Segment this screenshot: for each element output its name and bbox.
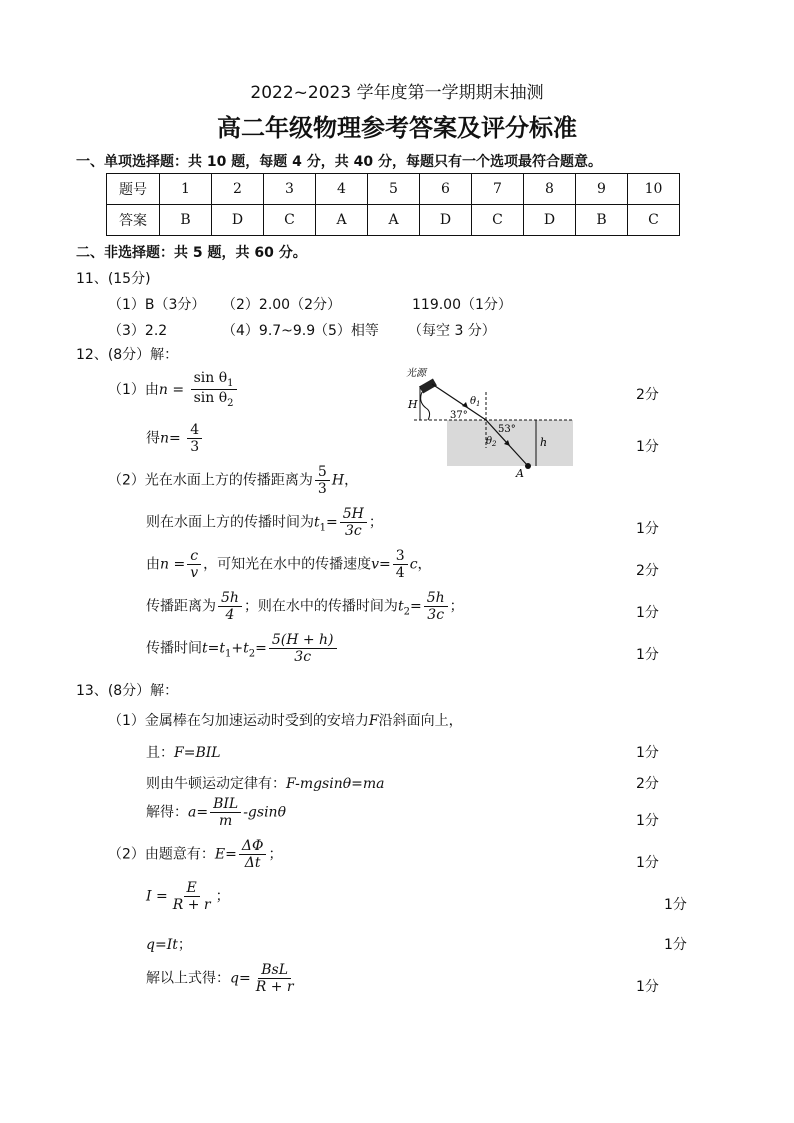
question-number: 8: [524, 174, 576, 205]
q12-step-2: 得n= $\frac{4}{3}$: [146, 422, 204, 455]
q11-answer-4: （4）9.7~9.9: [222, 323, 316, 339]
table-row-questions: [107, 174, 680, 205]
q12-step-6: 传播距离为 $\frac{5h}{4}$ ；则在水中的传播时间为$t_2=$ $\frac{5h}{3c}$ ；: [146, 590, 464, 624]
answer-cell: D: [212, 205, 264, 236]
angle-37-label: 37°: [450, 410, 468, 421]
question-number: 4: [316, 174, 368, 205]
source-stand: [421, 392, 430, 420]
h-label: h: [540, 436, 548, 449]
row-label-question: 题号: [107, 174, 160, 205]
q12-step-7: 传播时间$t=t_1+t_2=$ $\frac{5(H + h)}{3c}$: [146, 632, 339, 665]
answer-cell: B: [160, 205, 212, 236]
score: 1分: [664, 897, 687, 913]
score: 1分: [636, 439, 659, 455]
answer-cell: D: [524, 205, 576, 236]
q11-answer-2: （2）2.00（2分）: [222, 297, 341, 313]
score: 1分: [636, 745, 659, 761]
answer-cell: D: [420, 205, 472, 236]
H-label: H: [408, 398, 418, 411]
table-row-answers: [107, 205, 680, 236]
q13-step-5: （2）由题意有：E= $\frac{\Delta\Phi}{\Delta t}$ ；: [108, 838, 283, 872]
A-label: A: [516, 467, 524, 480]
q11-note: （每空 3 分）: [408, 323, 496, 339]
score: 2分: [636, 387, 659, 403]
question-number: 7: [472, 174, 524, 205]
answer-cell: A: [316, 205, 368, 236]
score: 2分: [636, 563, 659, 579]
score: 1分: [636, 521, 659, 537]
q11-answer-2b: 119.00（1分）: [412, 297, 512, 313]
theta1-label: $\theta_1$: [470, 396, 481, 408]
section-1-heading: 一、单项选择题：共 10 题，每题 4 分，共 40 分，每题只有一个选项最符合题意。: [76, 154, 602, 170]
q13-step-2: 且：F=BIL: [146, 745, 221, 761]
source-label: 光源: [406, 368, 426, 379]
angle-53-label: 53°: [498, 424, 516, 435]
q11-answer-1: （1）B（3分）: [108, 297, 206, 313]
score: 1分: [636, 855, 659, 871]
q13-heading: 13、(8分）解：: [76, 683, 179, 699]
score: 1分: [636, 979, 659, 995]
question-number: 3: [264, 174, 316, 205]
q12-step-5: 由n = $\frac{c}{v}$ ，可知光在水中的传播速度v= $\frac{3}{4}$ c，: [146, 548, 432, 582]
row-label-answer: 答案: [107, 205, 160, 236]
q12-step-3: （2）光在水面上方的传播距离为 $\frac{5}{3}$ H，: [108, 464, 359, 498]
q12-step-1: （1）由n = $\frac{\sin \theta_1}{\sin \theta_2}$: [108, 370, 239, 410]
question-number: 9: [576, 174, 628, 205]
page-title: 高二年级物理参考答案及评分标准: [217, 114, 577, 142]
q12-step-4: 则在水面上方的传播时间为$t_1=$ $\frac{5H}{3c}$ ；: [146, 506, 383, 540]
fraction: $\frac{\sin \theta_1}{\sin \theta_2}$: [191, 370, 237, 410]
refraction-diagram: [400, 364, 580, 480]
score: 1分: [664, 937, 687, 953]
answer-cell: C: [472, 205, 524, 236]
q13-step-8: 解以上式得：q= $\frac{\text{BsL}}{R + r}$: [146, 962, 294, 996]
answer-table: [106, 173, 680, 236]
q13-step-1: （1）金属棒在匀加速运动时受到的安培力F沿斜面向上，: [108, 713, 463, 729]
q12-heading: 12、(8分）解：: [76, 347, 179, 363]
answer-cell: A: [368, 205, 420, 236]
score: 1分: [636, 647, 659, 663]
q13-step-4: 解得：a= $\frac{\text{BIL}}{m}$ -gsinθ: [146, 796, 287, 830]
point-A: [525, 463, 531, 469]
question-number: 6: [420, 174, 472, 205]
q13-step-6: I = $\frac{E}{R + r}$ ；: [146, 880, 230, 914]
q13-step-3: 则由牛顿运动定律有：F-mgsinθ=ma: [146, 776, 385, 792]
q11-answer-5: （5）相等: [314, 323, 379, 339]
section-2-heading: 二、非选择题：共 5 题，共 60 分。: [76, 245, 307, 261]
score: 1分: [636, 605, 659, 621]
q11-answer-3: （3）2.2: [108, 323, 168, 339]
question-number: 2: [212, 174, 264, 205]
theta2-label: $\theta_2$: [486, 436, 497, 448]
exam-subtitle: 2022~2023 学年度第一学期期末抽测: [250, 83, 544, 103]
q11-heading: 11、(15分): [76, 271, 151, 287]
score: 1分: [636, 813, 659, 829]
q13-step-7: q=It；: [146, 937, 192, 953]
score: 2分: [636, 776, 659, 792]
question-number: 1: [160, 174, 212, 205]
answer-cell: B: [576, 205, 628, 236]
answer-cell: C: [628, 205, 680, 236]
answer-cell: C: [264, 205, 316, 236]
question-number: 5: [368, 174, 420, 205]
question-number: 10: [628, 174, 680, 205]
